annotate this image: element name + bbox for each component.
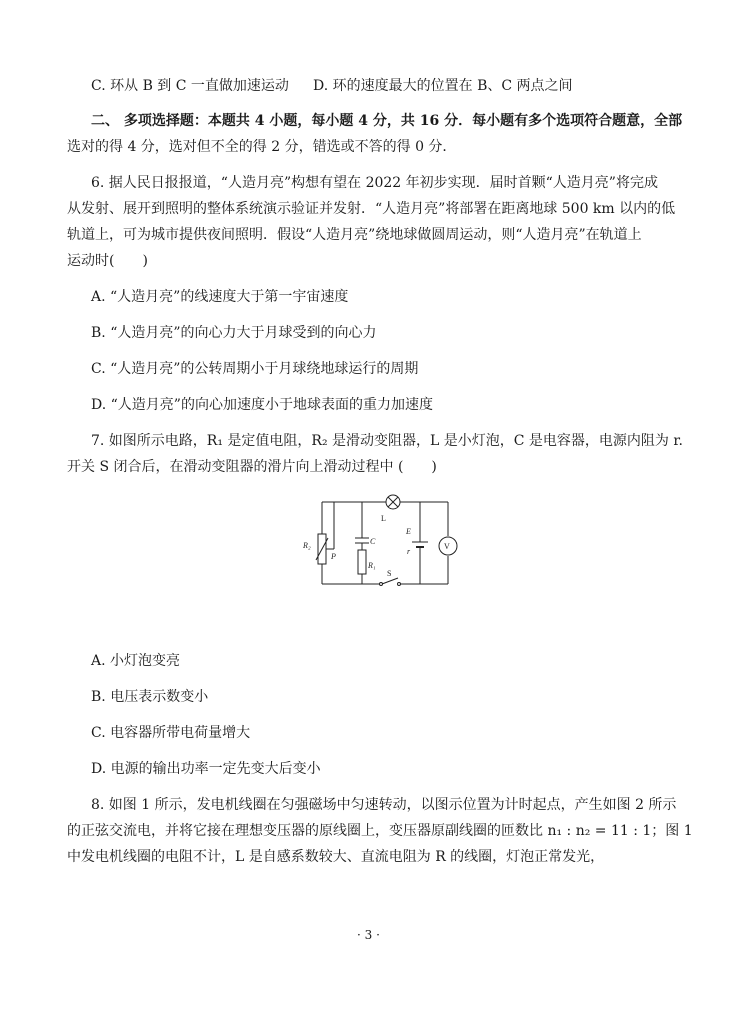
question-8-line-3: 中发电机线圈的电阻不计，L 是自感系数较大、直流电阻为 R 的线圈，灯泡正常发光， — [67, 849, 605, 865]
question-6-option-b: B. “人造月亮”的向心力大于月球受到的向心力 — [91, 325, 377, 341]
label-v: V — [444, 542, 450, 551]
label-p: P — [331, 552, 336, 561]
question-6-line-2: 从发射、展开到照明的整体系统演示验证并发射．“人造月亮”将部署在距离地球 500 km 以内的低 — [67, 201, 676, 217]
label-r2: R₂ — [303, 541, 311, 550]
switch-contact-right — [398, 583, 401, 586]
label-s: S — [387, 569, 392, 578]
question-8-line-1: 8. 如图 1 所示，发电机线圈在匀强磁场中匀速转动，以图示位置为计时起点，产生如图 2 所示 — [91, 797, 677, 813]
question-6-line-4: 运动时( ) — [67, 253, 148, 269]
switch-blade — [382, 578, 398, 584]
option-d-ring-speed: D. 环的速度最大的位置在 B、C 两点之间 — [313, 78, 573, 94]
question-7-option-c: C. 电容器所带电荷量增大 — [91, 725, 251, 741]
question-6-line-1: 6. 据人民日报报道，“人造月亮”构想有望在 2022 年初步实现．届时首颗“人造月亮”将完成 — [91, 175, 658, 191]
label-r: r — [407, 547, 411, 556]
question-7-option-d: D. 电源的输出功率一定先变大后变小 — [91, 761, 321, 777]
question-8-line-2: 的正弦交流电，并将它接在理想变压器的原线圈上，变压器原副线圈的匝数比 n₁ : n₂ = 11 : 1；图 1 — [67, 823, 693, 839]
page-number: · 3 · — [357, 928, 380, 942]
question-7-option-a: A. 小灯泡变亮 — [91, 653, 181, 669]
question-7-line-1: 7. 如图所示电路，R₁ 是定值电阻，R₂ 是滑动变阻器，L 是小灯泡，C 是电容器，电源内阻为 r. — [91, 433, 683, 449]
label-r1: R₁ — [368, 561, 376, 570]
label-c: C — [370, 537, 376, 546]
question-6-option-a: A. “人造月亮”的线速度大于第一宇宙速度 — [91, 289, 349, 305]
question-7-line-2: 开关 S 闭合后，在滑动变阻器的滑片向上滑动过程中 ( ) — [67, 459, 437, 475]
resistor-r1 — [358, 550, 366, 574]
section-heading-multiple-choice: 二、 多项选择题：本题共 4 小题，每小题 4 分，共 16 分．每小题有多个选项符合题意，全部 — [91, 113, 683, 129]
option-c-ring-motion: C. 环从 B 到 C 一直做加速运动 — [91, 78, 289, 94]
circuit-diagram — [300, 492, 470, 592]
label-l: L — [381, 514, 386, 523]
label-e: E — [406, 527, 411, 536]
section-heading-scoring: 选对的得 4 分，选对但不全的得 2 分，错选或不答的得 0 分． — [67, 139, 457, 155]
question-6-option-d: D. “人造月亮”的向心加速度小于地球表面的重力加速度 — [91, 397, 433, 413]
question-6-line-3: 轨道上，可为城市提供夜间照明．假设“人造月亮”绕地球做圆周运动，则“人造月亮”在轨道上 — [67, 227, 642, 243]
question-6-option-c: C. “人造月亮”的公转周期小于月球绕地球运行的周期 — [91, 361, 419, 377]
question-7-option-b: B. 电压表示数变小 — [91, 689, 209, 705]
